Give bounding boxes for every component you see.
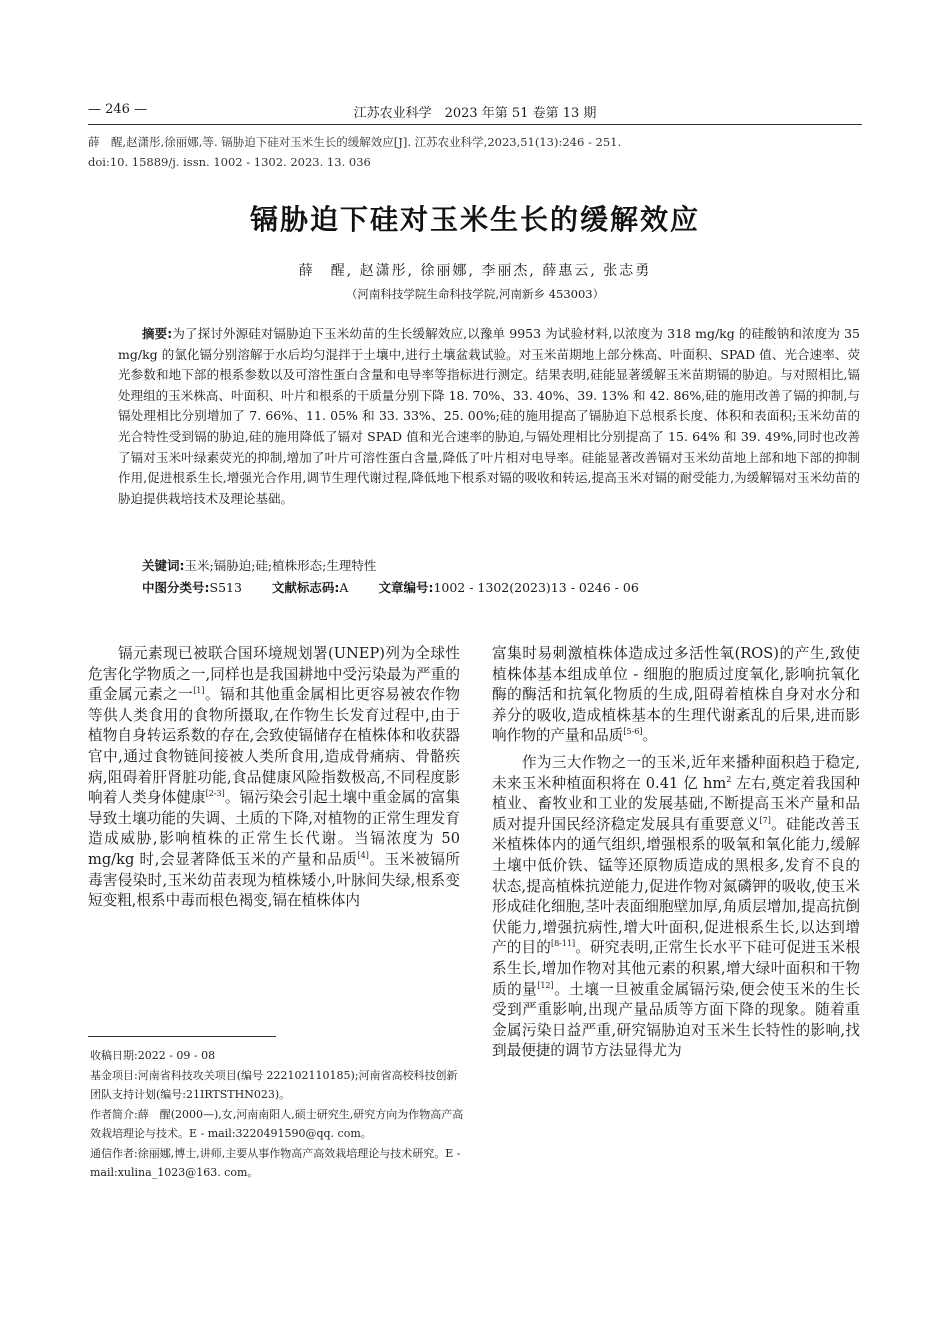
body-text: 。镉和其他重金属相比更容易被农作物等供人类食用的食物所摄取,在作物生长发育过程中,由于植物自身转运系数的存在,会致使镉储存在植株体和收获器官中,通过食物链间接被人类所食用,造成骨痛病、骨骼疾病,阻碍着肝肾脏功能,食品健康风险指数极高,不同程度影响着人类身体健康 bbox=[88, 686, 460, 807]
keywords-label: 关键词: bbox=[142, 558, 185, 573]
body-text: 。研究表明,正常生长水平下硅可促进玉米根系生长,增加作物对其他元素的积累,增大绿叶面积和干物质的量 bbox=[492, 939, 860, 998]
body-text: 。土壤一旦被重金属镉污染,便会使玉米的生长受到严重影响,出现产量品质等方面下降的现象。随着重金属污染日益严重,研究镉胁迫对玉米生长特性的影响,找到最便捷的调节方法显得尤为 bbox=[492, 980, 860, 1060]
reference-mark: [1] bbox=[193, 686, 205, 696]
article-title: 镉胁迫下硅对玉米生长的缓解效应 bbox=[249, 203, 700, 236]
abstract-label: 摘要: bbox=[142, 326, 173, 341]
reference-mark: [4] bbox=[357, 850, 369, 860]
reference-mark: [5-6] bbox=[623, 727, 643, 737]
reference-mark: [2-3] bbox=[205, 789, 225, 799]
footnote-author-bio: 作者简介:薛 醒(2000—),女,河南南阳人,硕士研究生,研究方向为作物高产高效栽培理论与技术。E - mail:3220491590@qq. com。 bbox=[90, 1107, 464, 1140]
body-paragraph bbox=[492, 644, 860, 747]
body-text: 。玉米被镉所毒害侵染时,玉米幼苗表现为植株矮小,叶脉间失绿,根系变短变粗,根系中毒而根色褐变,镉在植株体内 bbox=[88, 850, 460, 910]
body-text: 作为三大作物之一的玉米,近年来播种面积趋于稳定,未来玉米种植面积将在 0.41 亿 hm bbox=[492, 753, 860, 792]
body-column-right bbox=[492, 644, 860, 1062]
doc-code-value: A bbox=[339, 580, 349, 595]
page-number: — 246 — bbox=[88, 102, 148, 117]
body-column-left bbox=[88, 644, 460, 912]
abstract bbox=[118, 324, 860, 509]
doc-code-label: 文献标志码: bbox=[271, 580, 340, 595]
running-header bbox=[88, 100, 862, 124]
keywords-text: 玉米;镉胁迫;硅;植株形态;生理特性 bbox=[184, 558, 377, 573]
clc-value: S513 bbox=[209, 580, 242, 595]
article-no-label: 文章编号: bbox=[378, 580, 434, 595]
reference-mark: [12] bbox=[537, 980, 554, 990]
author-list: 薛 醒, 赵潇彤, 徐丽娜, 李丽杰, 薛惠云, 张志勇 bbox=[298, 263, 652, 279]
journal-issue: 江苏农业科学 2023 年第 51 卷第 13 期 bbox=[353, 106, 597, 121]
article-no-value: 1002 - 1302(2023)13 - 0246 - 06 bbox=[433, 580, 639, 595]
body-paragraph bbox=[88, 644, 460, 912]
body-text: 。镉污染会引起土壤中重金属的富集导致土壤功能的失调、土质的下降,对植物的正常生理发育造成威胁,影响植株的正常生长代谢。当镉浓度为 50 mg/kg 时,会显著降低玉米的产量和品质 bbox=[88, 789, 460, 868]
body-text: 镉元素现已被联合国环境规划署(UNEP)列为全球性危害化学物质之一,同样也是我国耕地中受污染最为严重的重金属元素之一 bbox=[88, 645, 460, 704]
body-text: 。硅能改善玉米植株体内的通气组织,增强根系的吸氧和氧化能力,缓解土壤中低价铁、锰等还原物质造成的黑根多,发育不良的状态,提高植株抗逆能力,促进作物对氮磷钾的吸收,使玉米形成硅化细胞,茎叶表面细胞壁加厚,角质层增加,提高抗倒伏能力,增强抗病性,增大叶面积,促进根系生长,以达到增产的目的 bbox=[492, 815, 860, 957]
footnote-corresponding: 通信作者:徐丽娜,博士,讲师,主要从事作物高产高效栽培理论与技术研究。E - mail:xulina_1023@163. com。 bbox=[90, 1146, 461, 1179]
citation-reference: 薛 醒,赵潇彤,徐丽娜,等. 镉胁迫下硅对玉米生长的缓解效应[J]. 江苏农业科学,2023,51(13):246 - 251. bbox=[88, 135, 622, 149]
footnote-rule bbox=[88, 1036, 276, 1037]
classification-line bbox=[142, 578, 860, 598]
citation-doi: doi:10. 15889/j. issn. 1002 - 1302. 2023. 13. 036 bbox=[88, 155, 371, 169]
body-text: 左右,奠定着我国种植业、畜牧业和工业的发展基础,不断提高玉米产量和品质对提升国民经济稳定发展具有重要意义 bbox=[492, 774, 861, 833]
reference-mark: [8-11] bbox=[550, 939, 576, 949]
superscript: 2 bbox=[726, 774, 732, 784]
footnote-received: 收稿日期:2022 - 09 - 08 bbox=[90, 1049, 216, 1062]
body-text: 。 bbox=[642, 727, 658, 745]
citation-block bbox=[88, 132, 862, 172]
abstract-text: 为了探讨外源硅对镉胁迫下玉米幼苗的生长缓解效应,以豫单 9953 为试验材料,以浓度为 318 mg/kg 的硅酸钠和浓度为 35 mg/kg 的氯化镉分别溶解于水后均匀混拌于土壤中,进行土壤盆栽试验。对玉米苗期地上部分株高、叶面积、SPAD 值、光合速率、荧光参数和地下部的根系参数以及可溶性蛋白含量和电导率等指标进行测定。结果表明,硅能显著缓解玉米苗期镉的胁迫。与对照相比,镉处理组的玉米株高、叶面积、叶片和根系的干质量分别下降 18. 70%、33. 40%、39. 13% 和 42. 86%,硅的施用改善了镉的抑制,与镉处理相比分别增加了 7. 66%、11. 05% 和 33. 33%、25. 00%;硅的施用提高了镉胁迫下总根系长度、体积和表面积;玉米幼苗的光合特性受到镉的胁迫,硅的施用降低了镉对 SPAD 值和光合速率的胁迫,与镉处理相比分别提高了 15. 64% 和 39. 49%,同时也改善了镉对玉米叶绿素荧光的抑制,增加了叶片可溶性蛋白含量,降低了叶片相对电导率。硅能显著改善镉对玉米幼苗地上部和地下部的抑制作用,促进根系生长,增强光合作用,调节生理代谢过程,降低地下根系对镉的吸收和转运,提高玉米对镉的耐受能力,为缓解镉对玉米幼苗的胁迫提供栽培技术及理论基础。 bbox=[118, 326, 860, 506]
clc-label: 中图分类号: bbox=[142, 580, 210, 595]
reference-mark: [7] bbox=[759, 815, 771, 825]
keywords bbox=[142, 556, 860, 576]
footnotes bbox=[88, 1046, 464, 1183]
body-text: 富集时易刺激植株体造成过多活性氧(ROS)的产生,致使植株体基本组成单位 - 细胞的胞质过度氧化,影响抗氧化酶的酶活和抗氧化物质的生成,阻碍着植株自身对水分和养分的吸收,造成植株基本的生理代谢紊乱的后果,进而影响作物的产量和品质 bbox=[492, 645, 860, 745]
footnote-fund: 基金项目:河南省科技攻关项目(编号 222102110185);河南省高校科技创新团队支持计划(编号:21IRTSTHN023)。 bbox=[90, 1068, 458, 1101]
affiliation: （河南科技学院生命科技学院,河南新乡 453003） bbox=[345, 287, 605, 301]
body-paragraph bbox=[492, 753, 860, 1062]
header-rule bbox=[88, 124, 862, 125]
